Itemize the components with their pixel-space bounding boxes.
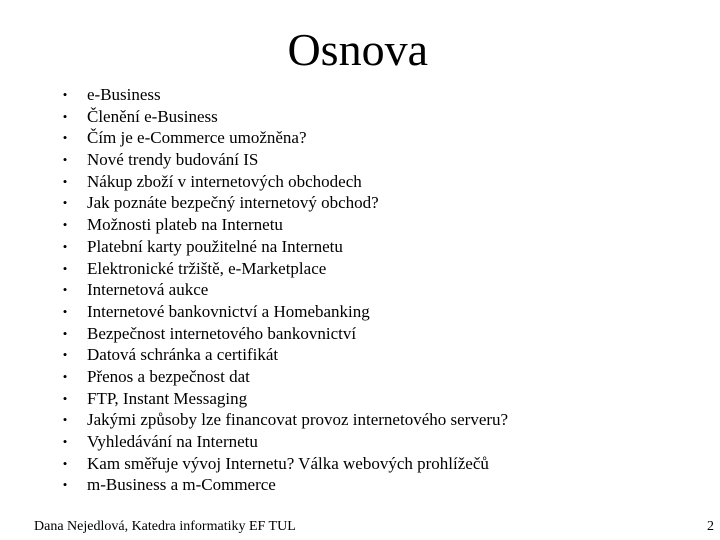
list-item-text: Kam směřuje vývoj Internetu? Válka webových prohlížečů [87,453,489,473]
list-item [60,84,700,106]
bullet-icon: • [62,260,68,276]
list-item [60,106,700,128]
list-item [60,344,700,366]
bullet-icon: • [62,368,68,384]
list-item [60,149,700,171]
bullet-icon: • [62,108,68,124]
list-item [60,323,700,345]
bullet-icon: • [62,347,68,363]
list-item-text: Bezpečnost internetového bankovnictví [87,323,357,343]
list-item [60,236,700,258]
page-number: 2 [707,519,714,534]
list-item [60,366,700,388]
bullet-icon: • [62,87,68,102]
list-item-text: Internetové bankovnictví a Homebanking [87,301,370,321]
bullet-icon: • [62,195,68,211]
list-item [60,258,700,280]
list-item [60,388,700,410]
list-item-text: Vyhledávání na Internetu [87,432,258,451]
list-item-text: Možnosti plateb na Internetu [87,215,283,235]
list-item-text: m-Business a m-Commerce [87,475,276,495]
bullet-icon: • [62,173,68,189]
bullet-icon: • [62,282,68,298]
list-item [60,214,700,236]
list-item-text: Přenos a bezpečnost dat [87,366,250,386]
list-item-text: Členění e-Business [87,106,218,126]
bullet-icon: • [62,455,68,471]
list-item [60,453,700,475]
list-item-text: Platební karty použitelné na Internetu [87,236,343,256]
bullet-icon: • [62,477,68,493]
list-item [60,127,700,149]
bullet-icon: • [62,434,68,449]
list-item-text: e-Business [87,85,161,104]
list-item [60,431,700,453]
bullet-icon: • [62,325,68,341]
list-item [60,192,700,214]
bullet-icon: • [62,303,68,319]
list-item-text: Internetová aukce [87,280,209,300]
list-item-text: Jakými způsoby lze financovat provoz internetového serveru? [87,410,509,430]
list-item-text: Nové trendy budování IS [87,150,259,170]
list-item-text: Elektronické tržiště, e-Marketplace [87,258,327,278]
footer-author: Dana Nejedlová, Katedra informatiky EF TUL [34,519,296,534]
bullet-icon: • [62,217,68,233]
list-item-text: Jak poznáte bezpečný internetový obchod? [87,193,379,213]
bullet-icon: • [62,412,68,428]
list-item-text: FTP, Instant Messaging [87,388,248,408]
list-item-text: Datová schránka a certifikát [87,345,279,365]
bullet-icon: • [62,152,68,168]
list-item [60,474,700,496]
list-item [60,301,700,323]
bullet-icon: • [62,390,68,406]
slide-title: Osnova [287,24,428,75]
list-item-text: Čím je e-Commerce umožněna? [87,128,307,148]
list-item [60,409,700,431]
bullet-icon: • [62,238,68,254]
outline-list [60,84,700,496]
bullet-icon: • [62,130,68,146]
list-item-text: Nákup zboží v internetových obchodech [87,171,362,191]
list-item [60,279,700,301]
list-item [60,171,700,193]
